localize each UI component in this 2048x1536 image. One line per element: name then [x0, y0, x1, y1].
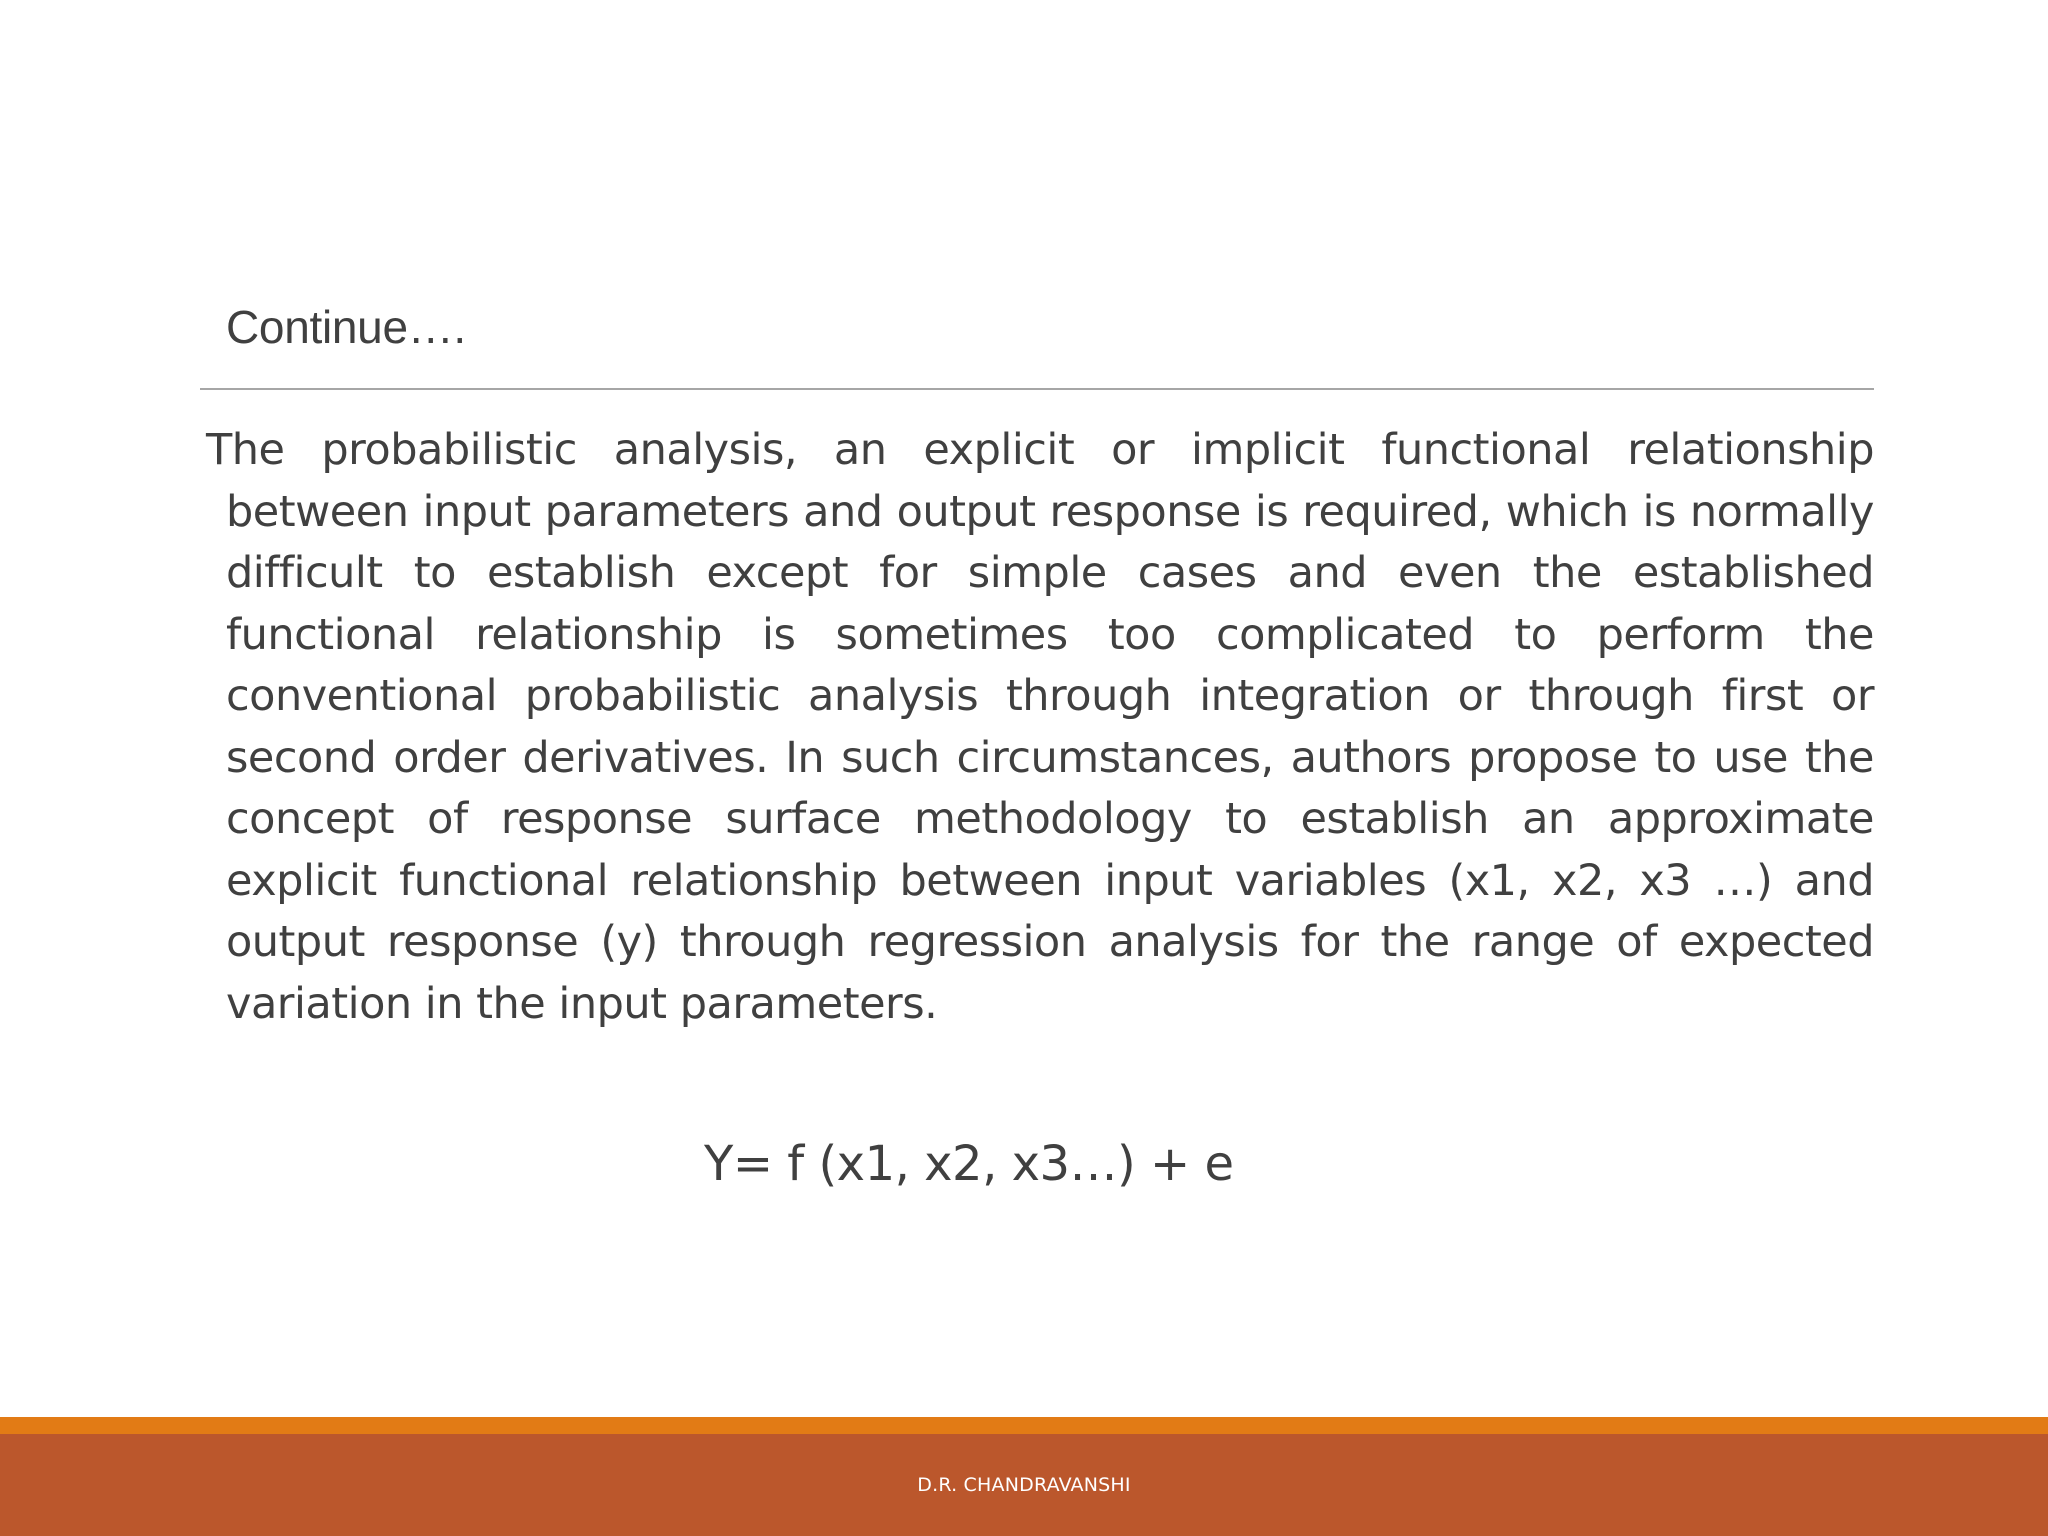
formula: Y= f (x1, x2, x3…) + e [704, 1136, 1234, 1192]
body-paragraph: The probabilistic analysis, an explicit or implicit functional relationship between input parameters and output response is required, which is normally difficult to establish except for simple cases and even the established functional relationship is sometimes too complicated to perform the conventional probabilistic analysis through integration or through first or second order derivatives. In such circumstances, authors propose to use the concept of response surface methodology to establish an approximate explicit functional relationship between input variables (x1, x2, x3 …) and output response (y) through regression analysis for the range of expected variation in the input parameters. [206, 425, 1874, 1029]
footer-accent-stripe [0, 1417, 2048, 1434]
title-divider [200, 388, 1874, 390]
footer-author: D.R. CHANDRAVANSHI [917, 1474, 1131, 1496]
slide-title: Continue…. [226, 301, 466, 353]
